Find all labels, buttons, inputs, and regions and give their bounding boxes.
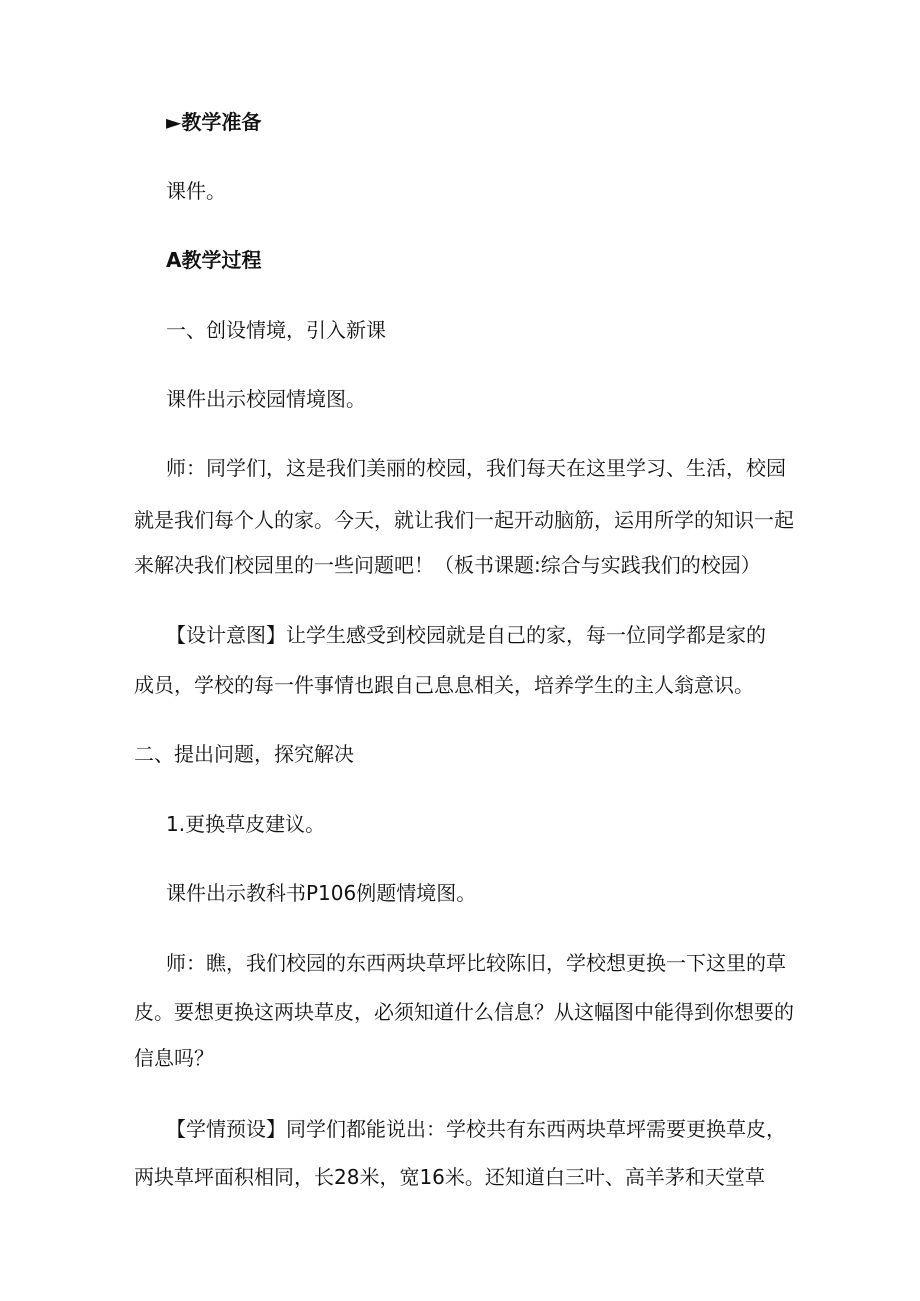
preset-line: 【学情预设】同学们都能说出：学校共有东西两块草坪需要更换草皮， — [166, 1117, 786, 1141]
item1-heading: 1.更换草皮建议。 — [166, 812, 326, 836]
teacher2-line: 皮。要想更换这两块草皮，必须知道什么信息？从这幅图中能得到你想要的 — [134, 1000, 794, 1024]
teacher2-line: 师：瞧，我们校园的东西两块草坪比较陈旧，学校想更换一下这里的草 — [166, 951, 786, 975]
teacher1-line: 师：同学们，这是我们美丽的校园，我们每天在这里学习、生活，校园 — [166, 456, 786, 480]
design-line: 成员，学校的每一件事情也跟自己息息相关，培养学生的主人翁意识。 — [134, 673, 754, 697]
prep-heading: ►教学准备 — [166, 110, 262, 134]
teacher1-line: 来解决我们校园里的一些问题吧！（板书课题:综合与实践我们的校园） — [134, 553, 761, 577]
step1-text: 课件出示校园情境图。 — [166, 387, 366, 411]
design-line: 【设计意图】让学生感受到校园就是自己的家，每一位同学都是家的 — [166, 623, 766, 647]
item1-text: 课件出示教科书P106例题情境图。 — [166, 881, 477, 905]
prep-text: 课件。 — [166, 179, 226, 203]
preset-line: 两块草坪面积相同，长28米，宽16米。还知道白三叶、高羊茅和天堂草 — [134, 1165, 765, 1189]
teacher2-line: 信息吗？ — [134, 1046, 214, 1070]
step1-heading: 一、创设情境，引入新课 — [166, 318, 386, 342]
process-heading: A教学过程 — [166, 248, 262, 272]
teacher1-line: 就是我们每个人的家。今天，就让我们一起开动脑筋，运用所学的知识一起 — [134, 508, 794, 532]
step2-heading: 二、提出问题，探究解决 — [134, 742, 354, 766]
